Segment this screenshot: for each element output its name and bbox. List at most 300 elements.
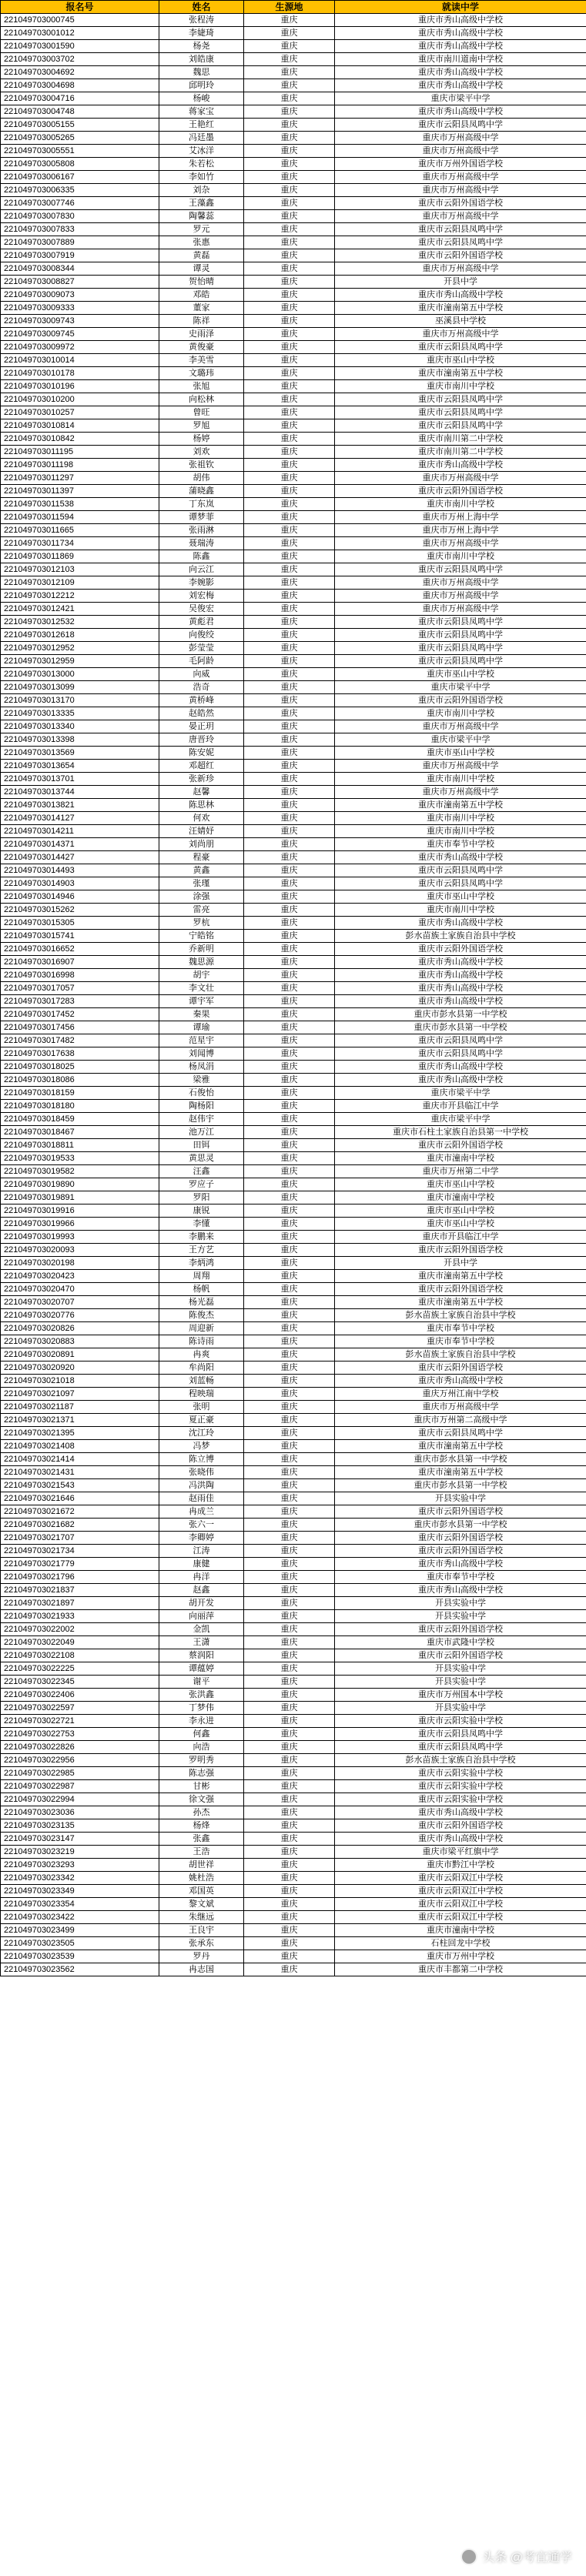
table-row <box>1 1008 586 1021</box>
cell-high-school: 重庆市云阳外国语学校 <box>335 1244 586 1257</box>
cell-high-school: 重庆市巫山中学校 <box>335 354 586 367</box>
table-row <box>1 289 586 302</box>
cell-name: 陶馨蕊 <box>159 210 244 223</box>
cell-name: 王艳红 <box>159 119 244 132</box>
cell-origin: 重庆 <box>244 1283 335 1296</box>
cell-high-school: 重庆市云阳双江中学校 <box>335 1911 586 1924</box>
watermark-logo-icon <box>460 2548 477 2565</box>
cell-high-school: 重庆市万州高级中学 <box>335 720 586 733</box>
cell-origin: 重庆 <box>244 524 335 537</box>
cell-name: 李美雪 <box>159 354 244 367</box>
cell-origin: 重庆 <box>244 1362 335 1375</box>
cell-high-school: 重庆市秀山高级中学校 <box>335 995 586 1008</box>
cell-high-school: 重庆市巫山中学校 <box>335 1218 586 1231</box>
cell-name: 胡世祥 <box>159 1859 244 1872</box>
cell-origin: 重庆 <box>244 262 335 276</box>
cell-origin: 重庆 <box>244 720 335 733</box>
cell-name: 冉爽 <box>159 1348 244 1362</box>
cell-origin: 重庆 <box>244 1584 335 1597</box>
cell-high-school: 重庆市云阳县凤鸣中学 <box>335 1728 586 1741</box>
table-row <box>1 1898 586 1911</box>
cell-registration-no: 221049703004692 <box>1 66 159 79</box>
cell-origin: 重庆 <box>244 419 335 433</box>
cell-registration-no: 221049703007919 <box>1 249 159 262</box>
cell-registration-no: 221049703013340 <box>1 720 159 733</box>
cell-registration-no: 221049703014211 <box>1 825 159 838</box>
cell-name: 罗旭 <box>159 419 244 433</box>
cell-name: 周迎新 <box>159 1322 244 1335</box>
cell-name: 赵伟宇 <box>159 1113 244 1126</box>
cell-name: 聂瑞涛 <box>159 537 244 550</box>
cell-high-school: 重庆市潼南中学校 <box>335 1191 586 1204</box>
cell-registration-no: 221049703022049 <box>1 1636 159 1649</box>
table-row <box>1 1074 586 1087</box>
cell-high-school: 重庆市万州上海中学 <box>335 524 586 537</box>
cell-name: 杨峻 <box>159 92 244 105</box>
cell-origin: 重庆 <box>244 1479 335 1492</box>
cell-registration-no: 221049703022826 <box>1 1741 159 1754</box>
cell-name: 张晓伟 <box>159 1466 244 1479</box>
cell-registration-no: 221049703022597 <box>1 1702 159 1715</box>
cell-registration-no: 221049703018086 <box>1 1074 159 1087</box>
cell-name: 浩奇 <box>159 681 244 694</box>
cell-name: 魏思 <box>159 66 244 79</box>
table-row <box>1 1806 586 1819</box>
table-row <box>1 969 586 982</box>
cell-origin: 重庆 <box>244 1793 335 1806</box>
cell-registration-no: 221049703019891 <box>1 1191 159 1204</box>
cell-registration-no: 221049703020883 <box>1 1335 159 1348</box>
cell-name: 刘欢 <box>159 446 244 459</box>
cell-registration-no: 221049703019582 <box>1 1165 159 1178</box>
cell-origin: 重庆 <box>244 53 335 66</box>
cell-registration-no: 221049703023147 <box>1 1833 159 1846</box>
cell-registration-no: 221049703014127 <box>1 812 159 825</box>
table-row <box>1 812 586 825</box>
cell-registration-no: 221049703005265 <box>1 132 159 145</box>
cell-name: 王良宇 <box>159 1924 244 1937</box>
table-row <box>1 1466 586 1479</box>
cell-name: 李炳鸿 <box>159 1257 244 1270</box>
cell-name: 晏正玥 <box>159 720 244 733</box>
table-row <box>1 40 586 53</box>
cell-origin: 重庆 <box>244 1401 335 1414</box>
table-row <box>1 433 586 446</box>
table-row <box>1 1662 586 1676</box>
table-row <box>1 1257 586 1270</box>
cell-high-school: 重庆市彭水县第一中学校 <box>335 1519 586 1532</box>
cell-origin: 重庆 <box>244 341 335 354</box>
table-row <box>1 1283 586 1296</box>
table-row <box>1 354 586 367</box>
cell-high-school: 重庆市潼南第五中学校 <box>335 1440 586 1453</box>
cell-high-school: 重庆市巫山中学校 <box>335 1204 586 1218</box>
cell-high-school: 重庆市秀山高级中学校 <box>335 40 586 53</box>
cell-origin: 重庆 <box>244 1021 335 1034</box>
cell-origin: 重庆 <box>244 917 335 930</box>
cell-origin: 重庆 <box>244 249 335 262</box>
cell-name: 牟尚阳 <box>159 1362 244 1375</box>
table-row <box>1 1218 586 1231</box>
table-row <box>1 262 586 276</box>
cell-high-school: 重庆市云阳外国语学校 <box>335 943 586 956</box>
cell-name: 史雨泽 <box>159 328 244 341</box>
cell-name: 冯洪陶 <box>159 1479 244 1492</box>
table-row <box>1 1767 586 1780</box>
table-body <box>1 14 586 1976</box>
cell-name: 黎文斌 <box>159 1898 244 1911</box>
cell-origin: 重庆 <box>244 79 335 92</box>
table-row <box>1 1584 586 1597</box>
table-row <box>1 1545 586 1558</box>
cell-high-school: 重庆市云阳县凤鸣中学 <box>335 642 586 655</box>
cell-registration-no: 221049703018180 <box>1 1100 159 1113</box>
table-row <box>1 1649 586 1662</box>
cell-name: 黄俊豪 <box>159 341 244 354</box>
cell-registration-no: 221049703014903 <box>1 877 159 890</box>
table-row <box>1 733 586 747</box>
cell-high-school: 重庆市丰都第二中学校 <box>335 1963 586 1976</box>
table-row <box>1 249 586 262</box>
cell-origin: 重庆 <box>244 629 335 642</box>
cell-name: 黄鑫 <box>159 864 244 877</box>
cell-origin: 重庆 <box>244 1466 335 1479</box>
table-row <box>1 236 586 249</box>
cell-registration-no: 221049703011297 <box>1 472 159 485</box>
cell-origin: 重庆 <box>244 1950 335 1963</box>
cell-origin: 重庆 <box>244 1519 335 1532</box>
cell-origin: 重庆 <box>244 838 335 851</box>
cell-registration-no: 221049703005551 <box>1 145 159 158</box>
cell-registration-no: 221049703017452 <box>1 1008 159 1021</box>
cell-name: 向松林 <box>159 393 244 406</box>
cell-origin: 重庆 <box>244 1204 335 1218</box>
cell-registration-no: 221049703010842 <box>1 433 159 446</box>
table-row <box>1 576 586 590</box>
table-row <box>1 1388 586 1401</box>
cell-origin: 重庆 <box>244 1898 335 1911</box>
cell-origin: 重庆 <box>244 1427 335 1440</box>
cell-name: 向浩 <box>159 1741 244 1754</box>
table-row <box>1 890 586 904</box>
cell-registration-no: 221049703023293 <box>1 1859 159 1872</box>
cell-origin: 重庆 <box>244 851 335 864</box>
cell-high-school: 重庆市潼南第五中学校 <box>335 302 586 315</box>
table-row <box>1 1741 586 1754</box>
cell-registration-no: 221049703022985 <box>1 1767 159 1780</box>
cell-high-school: 重庆市秀山高级中学校 <box>335 105 586 119</box>
cell-name: 田铒 <box>159 1139 244 1152</box>
cell-name: 向威 <box>159 668 244 681</box>
cell-high-school: 重庆市万州高级中学 <box>335 590 586 603</box>
cell-origin: 重庆 <box>244 1911 335 1924</box>
cell-name: 张新珍 <box>159 773 244 786</box>
cell-registration-no: 221049703004748 <box>1 105 159 119</box>
cell-high-school: 重庆市云阳县凤鸣中学 <box>335 864 586 877</box>
table-row <box>1 380 586 393</box>
cell-high-school: 重庆市秀山高级中学校 <box>335 851 586 864</box>
cell-high-school: 重庆市云阳实验中学校 <box>335 1715 586 1728</box>
cell-high-school: 重庆市云阳县凤鸣中学 <box>335 655 586 668</box>
cell-high-school: 重庆市潼南第五中学校 <box>335 367 586 380</box>
cell-registration-no: 221049703011594 <box>1 511 159 524</box>
cell-registration-no: 221049703022956 <box>1 1754 159 1767</box>
cell-name: 向俊绞 <box>159 629 244 642</box>
cell-registration-no: 221049703007889 <box>1 236 159 249</box>
cell-high-school: 重庆市秀山高级中学校 <box>335 14 586 27</box>
cell-registration-no: 221049703020707 <box>1 1296 159 1309</box>
table-row <box>1 1754 586 1767</box>
cell-origin: 重庆 <box>244 511 335 524</box>
table-row <box>1 1819 586 1833</box>
cell-high-school: 重庆市万州高级中学 <box>335 472 586 485</box>
cell-registration-no: 221049703012532 <box>1 616 159 629</box>
table-row <box>1 1715 586 1728</box>
table-row <box>1 1728 586 1741</box>
cell-high-school: 重庆市云阳外国语学校 <box>335 1649 586 1662</box>
cell-origin: 重庆 <box>244 563 335 576</box>
cell-high-school: 重庆市万州高级中学 <box>335 576 586 590</box>
cell-registration-no: 221049703018025 <box>1 1061 159 1074</box>
cell-high-school: 重庆市彭水县第一中学校 <box>335 1453 586 1466</box>
cell-registration-no: 221049703021897 <box>1 1597 159 1610</box>
table-row <box>1 1139 586 1152</box>
cell-origin: 重庆 <box>244 498 335 511</box>
cell-name: 李婕琦 <box>159 27 244 40</box>
cell-high-school: 重庆市云阳县凤鸣中学 <box>335 119 586 132</box>
cell-origin: 重庆 <box>244 315 335 328</box>
cell-name: 谭灵 <box>159 262 244 276</box>
cell-registration-no: 221049703022721 <box>1 1715 159 1728</box>
cell-registration-no: 221049703018811 <box>1 1139 159 1152</box>
cell-high-school: 重庆市万州高级中学 <box>335 760 586 773</box>
cell-registration-no: 221049703008827 <box>1 276 159 289</box>
cell-name: 刘尚朋 <box>159 838 244 851</box>
table-row <box>1 53 586 66</box>
table-row <box>1 66 586 79</box>
cell-high-school: 重庆市云阳外国语学校 <box>335 1545 586 1558</box>
cell-high-school: 重庆市云阳外国语学校 <box>335 1532 586 1545</box>
cell-high-school: 重庆市梁平中学 <box>335 681 586 694</box>
cell-name: 贺怡晴 <box>159 276 244 289</box>
cell-high-school: 石柱回龙中学校 <box>335 1937 586 1950</box>
cell-name: 彭莹莹 <box>159 642 244 655</box>
cell-registration-no: 221049703013335 <box>1 707 159 720</box>
cell-name: 王方艺 <box>159 1244 244 1257</box>
cell-origin: 重庆 <box>244 1924 335 1937</box>
table-row <box>1 1492 586 1505</box>
cell-origin: 重庆 <box>244 1296 335 1309</box>
cell-origin: 重庆 <box>244 1218 335 1231</box>
cell-high-school: 重庆市石柱土家族自治县第一中学校 <box>335 1126 586 1139</box>
cell-high-school: 重庆市彭水县第一中学校 <box>335 1008 586 1021</box>
cell-name: 邓皓 <box>159 289 244 302</box>
cell-origin: 重庆 <box>244 1152 335 1165</box>
cell-high-school: 重庆市梁平红旗中学 <box>335 1846 586 1859</box>
cell-registration-no: 221049703019966 <box>1 1218 159 1231</box>
cell-registration-no: 221049703012103 <box>1 563 159 576</box>
cell-high-school: 重庆市秀山高级中学校 <box>335 1833 586 1846</box>
table-row <box>1 655 586 668</box>
cell-origin: 重庆 <box>244 733 335 747</box>
cell-name: 梁雅 <box>159 1074 244 1087</box>
cell-name: 程映瑞 <box>159 1388 244 1401</box>
cell-origin: 重庆 <box>244 995 335 1008</box>
cell-registration-no: 221049703023135 <box>1 1819 159 1833</box>
table-row <box>1 1924 586 1937</box>
table-row <box>1 511 586 524</box>
table-row <box>1 773 586 786</box>
cell-origin: 重庆 <box>244 1780 335 1793</box>
cell-registration-no: 221049703023562 <box>1 1963 159 1976</box>
cell-registration-no: 221049703023219 <box>1 1846 159 1859</box>
table-row <box>1 1911 586 1924</box>
table-row <box>1 105 586 119</box>
cell-name: 张瑾 <box>159 877 244 890</box>
cell-name: 王藻鑫 <box>159 197 244 210</box>
cell-name: 汪婧妤 <box>159 825 244 838</box>
cell-high-school: 重庆市巫山中学校 <box>335 1178 586 1191</box>
cell-origin: 重庆 <box>244 1715 335 1728</box>
cell-high-school: 重庆市梁平中学 <box>335 1087 586 1100</box>
cell-name: 秦果 <box>159 1008 244 1021</box>
cell-origin: 重庆 <box>244 1846 335 1859</box>
table-row <box>1 930 586 943</box>
cell-high-school: 重庆市万州高级中学 <box>335 210 586 223</box>
cell-name: 张惠 <box>159 236 244 249</box>
table-row <box>1 1963 586 1976</box>
table-row <box>1 1165 586 1178</box>
cell-origin: 重庆 <box>244 1257 335 1270</box>
cell-name: 赵雨佳 <box>159 1492 244 1505</box>
cell-registration-no: 221049703020198 <box>1 1257 159 1270</box>
cell-registration-no: 221049703004698 <box>1 79 159 92</box>
cell-origin: 重庆 <box>244 760 335 773</box>
cell-name: 杨光磊 <box>159 1296 244 1309</box>
cell-registration-no: 221049703021097 <box>1 1388 159 1401</box>
cell-high-school: 开县实验中学 <box>335 1492 586 1505</box>
cell-high-school: 重庆市云阳实验中学校 <box>335 1793 586 1806</box>
cell-registration-no: 221049703013821 <box>1 799 159 812</box>
cell-origin: 重庆 <box>244 380 335 393</box>
cell-origin: 重庆 <box>244 1545 335 1558</box>
table-row <box>1 1885 586 1898</box>
cell-name: 刘杂 <box>159 184 244 197</box>
cell-high-school: 重庆市云阳外国语学校 <box>335 1362 586 1375</box>
table-row <box>1 1401 586 1414</box>
table-row <box>1 1362 586 1375</box>
cell-origin: 重庆 <box>244 1375 335 1388</box>
cell-name: 陶杨阳 <box>159 1100 244 1113</box>
cell-registration-no: 221049703011397 <box>1 485 159 498</box>
cell-registration-no: 221049703006167 <box>1 171 159 184</box>
cell-name: 张六一 <box>159 1519 244 1532</box>
table-row <box>1 92 586 105</box>
table-row <box>1 472 586 485</box>
cell-high-school: 重庆市云阳外国语学校 <box>335 485 586 498</box>
cell-high-school: 重庆市秀山高级中学校 <box>335 956 586 969</box>
cell-name: 谭瑜 <box>159 1021 244 1034</box>
cell-origin: 重庆 <box>244 1126 335 1139</box>
cell-origin: 重庆 <box>244 197 335 210</box>
cell-registration-no: 221049703005155 <box>1 119 159 132</box>
cell-origin: 重庆 <box>244 367 335 380</box>
cell-name: 黄思灵 <box>159 1152 244 1165</box>
cell-registration-no: 221049703022994 <box>1 1793 159 1806</box>
cell-origin: 重庆 <box>244 681 335 694</box>
cell-registration-no: 221049703012618 <box>1 629 159 642</box>
cell-high-school: 重庆市潼南第五中学校 <box>335 1296 586 1309</box>
table-row <box>1 1309 586 1322</box>
cell-registration-no: 221049703020093 <box>1 1244 159 1257</box>
cell-registration-no: 221049703018459 <box>1 1113 159 1126</box>
cell-name: 赵鑫 <box>159 1584 244 1597</box>
cell-high-school: 重庆市梁平中学 <box>335 1113 586 1126</box>
cell-name: 吴俊宏 <box>159 603 244 616</box>
cell-origin: 重庆 <box>244 184 335 197</box>
cell-name: 何欢 <box>159 812 244 825</box>
cell-origin: 重庆 <box>244 1322 335 1335</box>
cell-name: 刘皓康 <box>159 53 244 66</box>
cell-name: 甘彬 <box>159 1780 244 1793</box>
cell-high-school: 重庆市万州高级中学 <box>335 184 586 197</box>
cell-origin: 重庆 <box>244 1074 335 1087</box>
cell-origin: 重庆 <box>244 1178 335 1191</box>
cell-registration-no: 221049703020826 <box>1 1322 159 1335</box>
table-row <box>1 302 586 315</box>
cell-origin: 重庆 <box>244 576 335 590</box>
cell-high-school: 重庆市秀山高级中学校 <box>335 459 586 472</box>
cell-high-school: 重庆市南川中学校 <box>335 904 586 917</box>
cell-registration-no: 221049703007830 <box>1 210 159 223</box>
cell-name: 徐文强 <box>159 1793 244 1806</box>
cell-origin: 重庆 <box>244 1649 335 1662</box>
cell-registration-no: 221049703011538 <box>1 498 159 511</box>
cell-registration-no: 221049703015741 <box>1 930 159 943</box>
cell-registration-no: 221049703010200 <box>1 393 159 406</box>
cell-origin: 重庆 <box>244 1061 335 1074</box>
cell-high-school: 重庆市秀山高级中学校 <box>335 1061 586 1074</box>
cell-registration-no: 221049703017057 <box>1 982 159 995</box>
cell-registration-no: 221049703021431 <box>1 1466 159 1479</box>
table-row <box>1 1532 586 1545</box>
table-row <box>1 79 586 92</box>
cell-name: 冉洋 <box>159 1571 244 1584</box>
cell-name: 陈俊杰 <box>159 1309 244 1322</box>
cell-name: 刘闻博 <box>159 1047 244 1061</box>
cell-registration-no: 221049703022987 <box>1 1780 159 1793</box>
watermark-text: 头条 @考宜通学 <box>482 2551 572 2564</box>
table-row <box>1 1244 586 1257</box>
cell-registration-no: 221049703013000 <box>1 668 159 681</box>
cell-high-school: 重庆市云阳县凤鸣中学 <box>335 1741 586 1754</box>
cell-registration-no: 221049703013654 <box>1 760 159 773</box>
cell-name: 谭宇军 <box>159 995 244 1008</box>
cell-high-school: 重庆市潼南中学校 <box>335 1152 586 1165</box>
cell-name: 江涛 <box>159 1545 244 1558</box>
cell-registration-no: 221049703020920 <box>1 1362 159 1375</box>
table-row <box>1 851 586 864</box>
cell-origin: 重庆 <box>244 276 335 289</box>
cell-name: 胡开发 <box>159 1597 244 1610</box>
cell-origin: 重庆 <box>244 943 335 956</box>
cell-name: 杨尧 <box>159 40 244 53</box>
cell-origin: 重庆 <box>244 1113 335 1126</box>
table-row <box>1 393 586 406</box>
cell-name: 邱明玲 <box>159 79 244 92</box>
cell-high-school: 重庆市秀山高级中学校 <box>335 917 586 930</box>
cell-high-school: 开县中学 <box>335 1257 586 1270</box>
